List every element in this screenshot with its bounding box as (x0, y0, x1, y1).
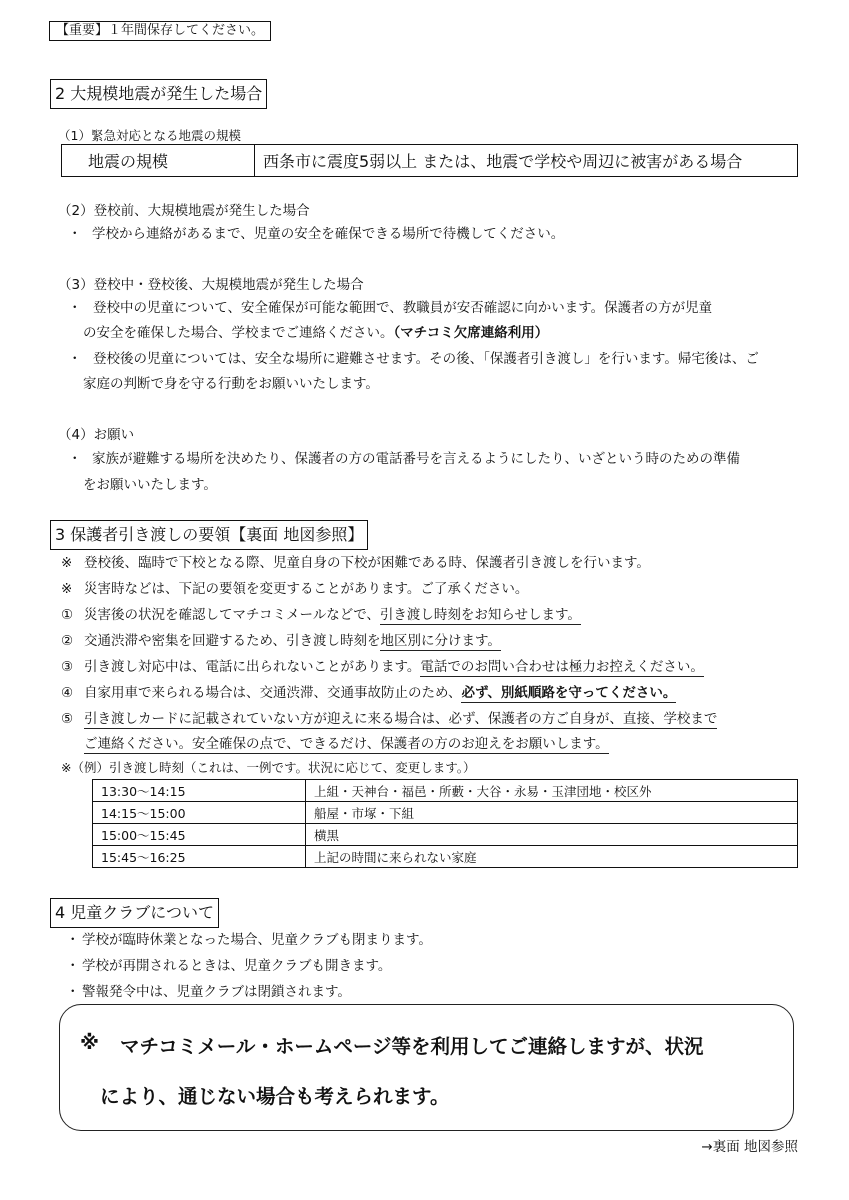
club-bullet-1: ・ (66, 932, 80, 948)
important-notice: 【重要】１年間保存してください。 (49, 21, 271, 41)
subsection-3-bullet-2: ・ (68, 351, 82, 367)
subsection-1-heading: （1）緊急対応となる地震の規模 (58, 128, 241, 143)
item-5-line1 (84, 706, 717, 732)
scale-value: 西条市に震度5弱以上 または、地震で学校や周辺に被害がある場合 (255, 145, 798, 177)
schedule-time: 13:30～14:15 (93, 780, 306, 802)
schedule-area: 上記の時間に来られない家庭 (306, 846, 798, 868)
subsection-2-text: 学校から連絡があるまで、児童の安全を確保できる場所で待機してください。 (92, 226, 565, 242)
item-3-underlined: 電話でのお問い合わせは極力お控えください。 (420, 659, 704, 675)
schedule-time: 14:15～15:00 (93, 802, 306, 824)
item-5-line1-text: 引き渡しカードに記載されていない方が迎えに来る場合は、必ず、保護者の方ご自身が、直接、学校まで (84, 711, 718, 727)
see-back-map-note: →裏面 地図参照 (701, 1139, 798, 1155)
table-row (93, 846, 798, 868)
handover-schedule-table (92, 779, 798, 868)
notice-mark: ※ (80, 1031, 99, 1054)
item-3 (84, 654, 704, 680)
subsection-2-bullet: ・ (68, 226, 82, 242)
note-1-mark: ※ (61, 555, 73, 571)
notice-line-2: により、通じない場合も考えられます。 (100, 1085, 450, 1108)
item-1-text: 災害後の状況を確認してマチコミメールなどで、 (84, 607, 380, 623)
note-1: 登校後、臨時で下校となる際、児童自身の下校が困難である時、保護者引き渡しを行います。 (84, 555, 650, 571)
earthquake-scale-table (61, 144, 798, 177)
item-1 (84, 602, 581, 628)
section-3-title: 3 保護者引き渡しの要領【裏面 地図参照】 (50, 520, 368, 550)
note-2: 災害時などは、下記の要領を変更することがあります。ご了承ください。 (84, 581, 529, 597)
subsection-4-line2: をお願いいたします。 (83, 477, 217, 493)
subsection-4-bullet: ・ (68, 451, 82, 467)
item-2-number: ② (61, 633, 74, 649)
club-item-1: 学校が臨時休業となった場合、児童クラブも閉まります。 (82, 932, 432, 948)
subsection-3-p1-bold: （マチコミ欠席連絡利用） (393, 325, 549, 341)
item-3-text: 引き渡し対応中は、電話に出られないことがあります。 (84, 659, 421, 675)
subsection-2-heading: （2）登校前、大規模地震が発生した場合 (58, 203, 310, 219)
table-row (93, 780, 798, 802)
section-4-title: 4 児童クラブについて (50, 898, 219, 928)
subsection-4-line1: 家族が避難する場所を決めたり、保護者の方の電話番号を言えるようにしたり、いざという時のための準備 (92, 451, 740, 467)
example-label: ※（例）引き渡し時刻（これは、一例です。状況に応じて、変更します。） (61, 760, 476, 775)
item-2 (84, 628, 501, 654)
item-2-underlined: 地区別に分けます。 (380, 633, 501, 649)
item-4-number: ④ (61, 685, 74, 701)
contact-notice-box (59, 1004, 794, 1131)
table-row (93, 802, 798, 824)
note-2-mark: ※ (61, 581, 73, 597)
schedule-area: 船屋・市塚・下組 (306, 802, 798, 824)
subsection-3-p2-line1: 登校後の児童については、安全な場所に避難させます。その後、「保護者引き渡し」を行います。帰宅後は、ご (93, 351, 759, 367)
item-2-text: 交通渋滞や密集を回避するため、引き渡し時刻を (84, 633, 381, 649)
subsection-3-p2-line2: 家庭の判断で身を守る行動をお願いいたします。 (83, 376, 379, 392)
subsection-3-p1-text: の安全を確保した場合、学校までご連絡ください。 (83, 325, 394, 341)
club-bullet-2: ・ (66, 958, 80, 974)
item-4 (84, 680, 676, 706)
schedule-area: 横黒 (306, 824, 798, 846)
item-5-number: ⑤ (61, 711, 74, 727)
item-5-line2 (84, 731, 609, 757)
subsection-3-heading: （3）登校中・登校後、大規模地震が発生した場合 (58, 277, 364, 293)
club-item-2: 学校が再開されるときは、児童クラブも開きます。 (82, 958, 392, 974)
item-1-underlined: 引き渡し時刻をお知らせします。 (379, 607, 581, 623)
section-2-title: 2 大規模地震が発生した場合 (50, 79, 267, 109)
subsection-3-bullet-1: ・ (68, 300, 82, 316)
subsection-3-p1-line1: 登校中の児童について、安全確保が可能な範囲で、教職員が安否確認に向かいます。保護者の方が児童 (93, 300, 713, 316)
item-3-number: ③ (61, 659, 74, 675)
schedule-time: 15:00～15:45 (93, 824, 306, 846)
item-5-line2-text: ご連絡ください。安全確保の点で、できるだけ、保護者の方のお迎えをお願いします。 (84, 736, 609, 752)
item-1-number: ① (61, 607, 74, 623)
schedule-time: 15:45～16:25 (93, 846, 306, 868)
scale-label: 地震の規模 (62, 145, 255, 177)
club-bullet-3: ・ (66, 984, 80, 1000)
notice-line-1: マチコミメール・ホームページ等を利用してご連絡しますが、状況 (120, 1035, 704, 1058)
subsection-3-p1-line2 (83, 320, 548, 346)
schedule-area: 上組・天神台・福邑・所藪・大谷・永易・玉津団地・校区外 (306, 780, 798, 802)
table-row (93, 824, 798, 846)
item-4-text: 自家用車で来られる場合は、交通渋滞、交通事故防止のため、 (84, 685, 462, 701)
subsection-4-heading: （4）お願い (58, 427, 135, 443)
club-item-3: 警報発令中は、児童クラブは閉鎖されます。 (82, 984, 351, 1000)
item-4-underlined: 必ず、別紙順路を守ってください。 (461, 685, 677, 701)
